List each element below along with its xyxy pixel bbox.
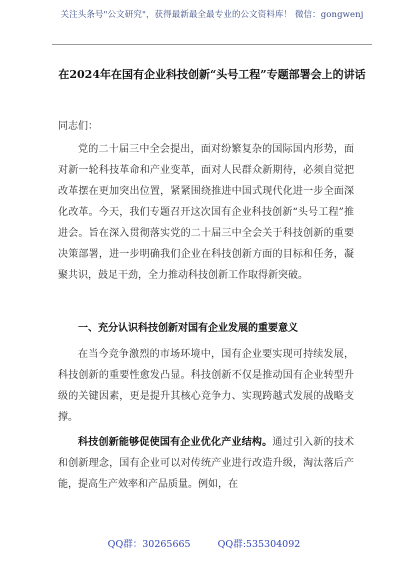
paragraph-lead-sentence: 科技创新能够促使国有企业优化产业结构。 <box>78 437 273 448</box>
salutation: 同志们： <box>58 121 98 132</box>
document-title: 在2024年在国有企业科技创新“头号工程”专题部署会上的讲话 <box>58 68 366 81</box>
footer-qq-group-2: QQ群:535304092 <box>217 539 301 550</box>
footer-qq-group-1: QQ群：30265665 <box>107 539 191 550</box>
paragraph-intro: 党的二十届三中全会提出，面对纷繁复杂的国际国内形势，面对新一轮科技革命和产业变革，面对人民群众新期待，必须自觉把改革摆在更加突出位置，紧紧围绕推进中国式现代化进一步全面深化改革。今天，我们专题召开这次国有企业科技创新“头号工程”推进会。旨在深入贯彻落实党的二十届三中全会关于科技创新的重要决策部署，进一步明确我们企业在科技创新方面的目标和任务，凝聚共识，鼓足干劲，全力推动科技创新工作取得新突破。 <box>58 144 354 281</box>
header-promo-note: 关注头条号"公文研究"，获得最新最全最专业的公文资料库！ 微信：gongwenj <box>60 10 364 20</box>
paragraph-industry-structure <box>58 432 354 495</box>
header-divider <box>52 44 372 45</box>
paragraph-significance: 在当今竞争激烈的市场环境中，国有企业要实现可持续发展，科技创新的重要性愈发凸显。科技创新不仅是推动国有企业转型升级的关键因素，更是提升其核心竞争力、实现跨越式发展的战略支撑。 <box>58 349 354 423</box>
paragraph-body-text: 通过引入新的技术和创新理念，国有企业可以对传统产业进行改造升级，淘汰落后产能，提高生产效率和产品质量。例如，在 <box>58 437 355 490</box>
section-heading-1: 一、充分认识科技创新对国有企业发展的重要意义 <box>78 323 298 334</box>
footer-contacts <box>0 538 408 552</box>
